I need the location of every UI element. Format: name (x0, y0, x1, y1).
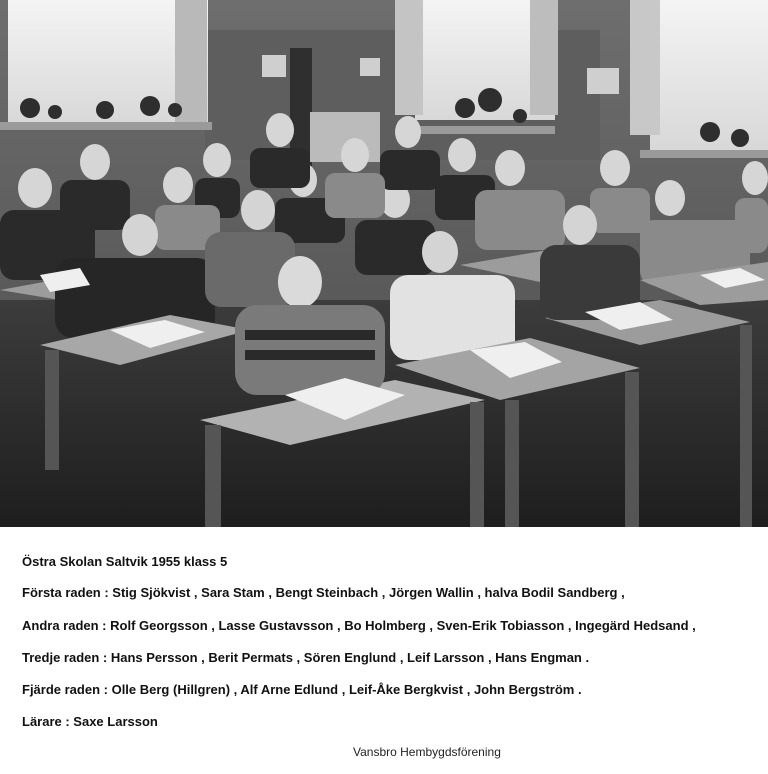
caption-row-2: Andra raden : Rolf Georgsson , Lasse Gustavsson , Bo Holmberg , Sven-Erik Tobiasson , Ingegärd Hedsand , (22, 618, 696, 633)
caption-row-1: Första raden : Stig Sjökvist , Sara Stam , Bengt Steinbach , Jörgen Wallin , halva Bodil Sandberg , (22, 585, 625, 600)
caption-title: Östra Skolan Saltvik 1955 klass 5 (22, 554, 228, 569)
wall-picture (587, 68, 619, 94)
wall-picture (262, 55, 286, 77)
caption-row-4: Fjärde raden : Olle Berg (Hillgren) , Alf Arne Edlund , Leif-Åke Bergkvist , John Bergström . (22, 682, 582, 697)
credit-line: Vansbro Hembygdsförening (353, 745, 501, 759)
wall-picture (360, 58, 380, 76)
caption-teacher: Lärare : Saxe Larsson (22, 714, 158, 729)
caption-row-3: Tredje raden : Hans Persson , Berit Permats , Sören Englund , Leif Larsson , Hans Engman . (22, 650, 590, 665)
